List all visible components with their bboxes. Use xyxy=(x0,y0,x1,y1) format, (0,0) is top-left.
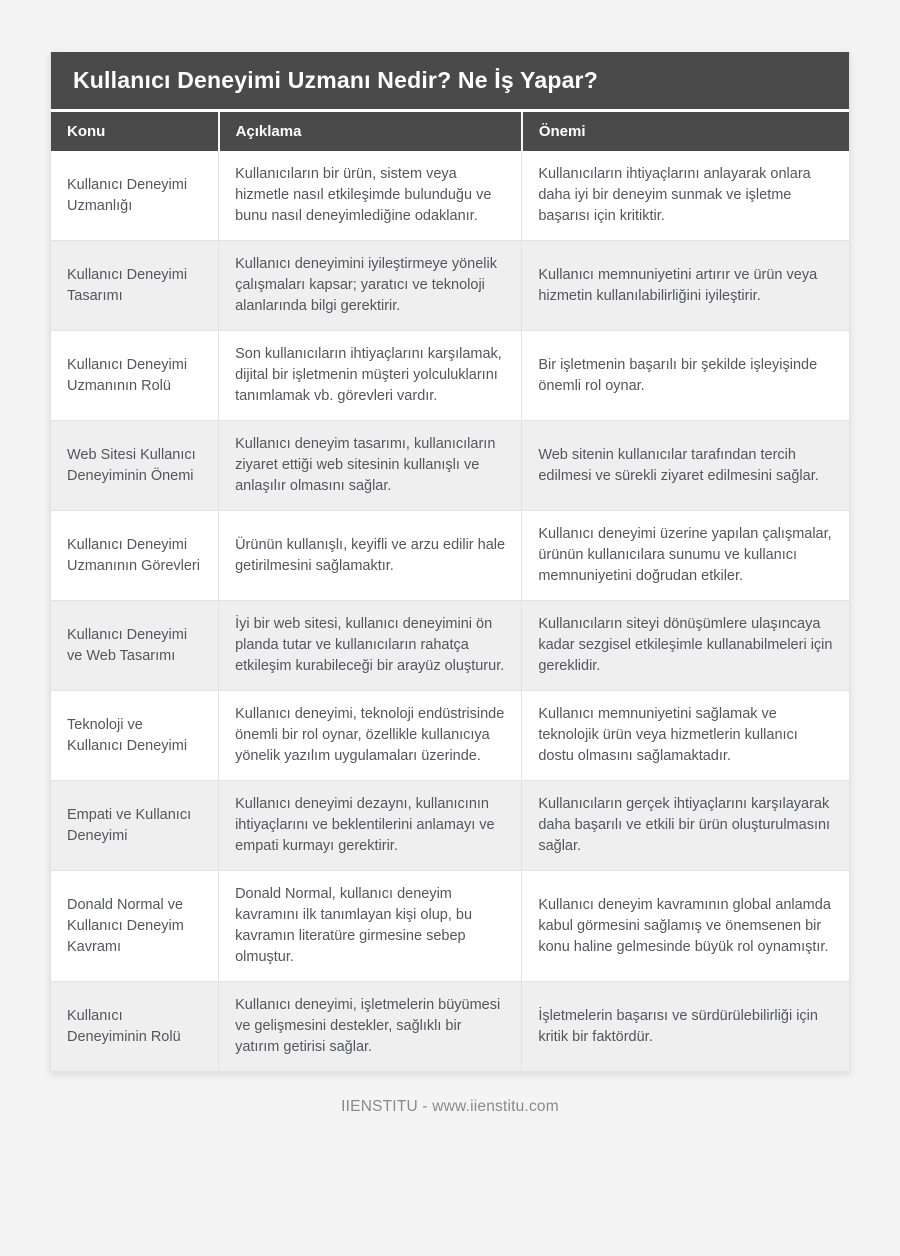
cell-onemi: Kullanıcıların ihtiyaçlarını anlayarak onlara daha iyi bir deneyim sunmak ve işletme başarısı için kritiktir. xyxy=(522,151,849,241)
cell-konu: Kullanıcı Deneyiminin Rolü xyxy=(51,982,219,1072)
cell-aciklama: Kullanıcı deneyimini iyileştirmeye yönelik çalışmaları kapsar; yaratıcı ve teknoloji alanlarında bilgi gerektirir. xyxy=(219,241,522,331)
table-row xyxy=(51,331,849,421)
cell-onemi: Kullanıcı memnuniyetini sağlamak ve teknolojik ürün veya hizmetlerin kullanıcı dostu olmasını sağlamaktadır. xyxy=(522,691,849,781)
cell-onemi: İşletmelerin başarısı ve sürdürülebilirliği için kritik bir faktördür. xyxy=(522,982,849,1072)
cell-aciklama: Kullanıcı deneyimi dezaynı, kullanıcının ihtiyaçlarını ve beklentilerini anlamayı ve empati kurmayı gerektirir. xyxy=(219,781,522,871)
table-row xyxy=(51,151,849,241)
cell-aciklama: Kullanıcı deneyimi, işletmelerin büyümesi ve gelişmesini destekler, sağlıklı bir yatırım getirisi sağlar. xyxy=(219,982,522,1072)
cell-onemi: Kullanıcıların siteyi dönüşümlere ulaşıncaya kadar sezgisel etkileşimle kullanabilmeleri için gereklidir. xyxy=(522,601,849,691)
table-row xyxy=(51,421,849,511)
cell-konu: Kullanıcı Deneyimi Uzmanının Görevleri xyxy=(51,511,219,601)
cell-konu: Empati ve Kullanıcı Deneyimi xyxy=(51,781,219,871)
cell-konu: Kullanıcı Deneyimi Uzmanlığı xyxy=(51,151,219,241)
cell-onemi: Bir işletmenin başarılı bir şekilde işleyişinde önemli rol oynar. xyxy=(522,331,849,421)
table-row xyxy=(51,781,849,871)
page-title: Kullanıcı Deneyimi Uzmanı Nedir? Ne İş Yapar? xyxy=(51,52,849,109)
cell-konu: Kullanıcı Deneyimi Uzmanının Rolü xyxy=(51,331,219,421)
cell-konu: Teknoloji ve Kullanıcı Deneyimi xyxy=(51,691,219,781)
cell-konu: Kullanıcı Deneyimi ve Web Tasarımı xyxy=(51,601,219,691)
cell-aciklama: Donald Normal, kullanıcı deneyim kavramını ilk tanımlayan kişi olup, bu kavramın literatüre girmesine sebep olmuştur. xyxy=(219,871,522,982)
cell-onemi: Kullanıcı deneyimi üzerine yapılan çalışmalar, ürünün kullanıcılara sunumu ve kullanıcı memnuniyetini doğrudan etkiler. xyxy=(522,511,849,601)
cell-konu: Web Sitesi Kullanıcı Deneyiminin Önemi xyxy=(51,421,219,511)
cell-onemi: Kullanıcı deneyim kavramının global anlamda kabul görmesini sağlamış ve önemsenen bir konu haline gelmesinde büyük rol oynamıştır. xyxy=(522,871,849,982)
cell-aciklama: Kullanıcı deneyim tasarımı, kullanıcıların ziyaret ettiği web sitesinin kullanışlı ve anlaşılır olmasını sağlar. xyxy=(219,421,522,511)
cell-onemi: Kullanıcıların gerçek ihtiyaçlarını karşılayarak daha başarılı ve etkili bir ürün oluşturulmasını sağlar. xyxy=(522,781,849,871)
cell-aciklama: Son kullanıcıların ihtiyaçlarını karşılamak, dijital bir işletmenin müşteri yolculuklarını tanımlamak vb. görevleri vardır. xyxy=(219,331,522,421)
cell-aciklama: Kullanıcıların bir ürün, sistem veya hizmetle nasıl etkileşimde bulunduğu ve bunu nasıl deneyimlediğine odaklanır. xyxy=(219,151,522,241)
column-header-aciklama: Açıklama xyxy=(219,112,522,151)
footer-branding: IIENSTITU - www.iienstitu.com xyxy=(341,1098,559,1116)
cell-aciklama: İyi bir web sitesi, kullanıcı deneyimini ön planda tutar ve kullanıcıların rahatça etkileşim kurabileceği bir arayüz oluşturur. xyxy=(219,601,522,691)
cell-aciklama: Ürünün kullanışlı, keyifli ve arzu edilir hale getirilmesini sağlamaktır. xyxy=(219,511,522,601)
ux-topics-table xyxy=(51,112,849,1072)
column-header-konu: Konu xyxy=(51,112,219,151)
cell-konu: Kullanıcı Deneyimi Tasarımı xyxy=(51,241,219,331)
table-card xyxy=(50,52,850,1073)
cell-onemi: Kullanıcı memnuniyetini artırır ve ürün veya hizmetin kullanılabilirliğini iyileştirir. xyxy=(522,241,849,331)
table-row xyxy=(51,241,849,331)
cell-aciklama: Kullanıcı deneyimi, teknoloji endüstrisinde önemli bir rol oynar, özellikle kullanıcıya yönelik yazılım uygulamaları üzerinde. xyxy=(219,691,522,781)
table-header-row xyxy=(51,112,849,151)
table-row xyxy=(51,691,849,781)
cell-konu: Donald Normal ve Kullanıcı Deneyim Kavramı xyxy=(51,871,219,982)
table-row xyxy=(51,871,849,982)
table-row xyxy=(51,511,849,601)
table-row xyxy=(51,982,849,1072)
column-header-onemi: Önemi xyxy=(522,112,849,151)
table-row xyxy=(51,601,849,691)
cell-onemi: Web sitenin kullanıcılar tarafından tercih edilmesi ve sürekli ziyaret edilmesini sağlar. xyxy=(522,421,849,511)
